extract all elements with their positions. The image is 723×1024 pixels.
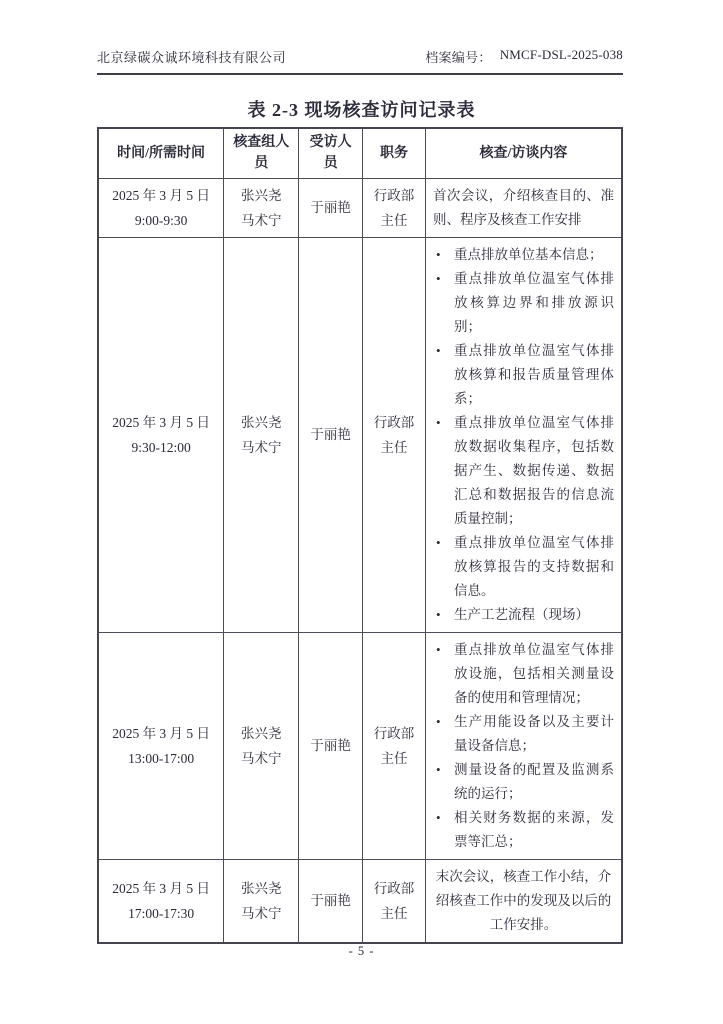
content-bullet-item — [433, 710, 614, 758]
time-line: 2025 年 3 月 5 日 — [112, 414, 211, 430]
position-cell — [363, 859, 426, 943]
content-bullet-item — [433, 758, 614, 806]
bullet-text: 重点排放单位温室气体排放核算和报告质量管理体系； — [453, 342, 614, 406]
position-cell — [363, 632, 426, 859]
content-cell — [425, 859, 622, 943]
content-bullet-item — [433, 243, 614, 267]
file-number-label: 档案编号： — [425, 50, 492, 65]
time-line: 2025 年 3 月 5 日 — [112, 880, 211, 896]
position-line: 行政部 — [373, 725, 415, 741]
verifier-name: 马术宁 — [240, 750, 282, 766]
table-title: 表 2-3 现场核查访问记录表 — [247, 100, 476, 120]
content-cell — [425, 632, 622, 859]
content-cell — [425, 178, 622, 237]
time-line: 9:00-9:30 — [134, 212, 188, 228]
bullet-text: 重点排放单位温室气体排放核算报告的支持数据和信息。 — [453, 534, 614, 598]
verifier-name: 马术宁 — [240, 905, 282, 921]
time-cell — [98, 859, 224, 943]
bullet-icon: • — [435, 246, 441, 262]
content-bullet-list — [433, 638, 614, 854]
interview-record-table — [97, 127, 623, 944]
interviewee-cell: 于丽艳 — [299, 178, 363, 237]
bullet-text: 生产用能设备以及主要计量设备信息； — [453, 713, 614, 753]
verifier-name: 张兴尧 — [240, 725, 282, 741]
content-bullet-item — [433, 531, 614, 603]
verifier-name: 张兴尧 — [240, 880, 282, 896]
verifiers-cell — [224, 859, 299, 943]
time-cell — [98, 632, 224, 859]
verifier-name: 张兴尧 — [240, 187, 282, 203]
column-header: 核查/访谈内容 — [425, 128, 622, 178]
position-line: 主任 — [380, 439, 408, 455]
position-line: 主任 — [380, 212, 408, 228]
bullet-icon: • — [435, 534, 441, 550]
interviewee-cell: 于丽艳 — [299, 237, 363, 632]
company-name: 北京绿碳众诚环境科技有限公司 — [97, 50, 287, 65]
position-cell — [363, 178, 426, 237]
content-bullet-item — [433, 638, 614, 710]
verifier-name: 张兴尧 — [240, 414, 282, 430]
time-line: 17:00-17:30 — [128, 905, 195, 921]
time-cell — [98, 237, 224, 632]
bullet-text: 重点排放单位温室气体排放核算边界和排放源识别； — [453, 270, 614, 334]
time-line: 13:00-17:00 — [128, 750, 195, 766]
content-cell — [425, 237, 622, 632]
position-line: 行政部 — [373, 414, 415, 430]
column-header: 核查组人员 — [224, 128, 299, 178]
position-cell — [363, 237, 426, 632]
interviewee-cell: 于丽艳 — [299, 859, 363, 943]
file-number-value: NMCF-DSL-2025-038 — [499, 47, 623, 62]
position-line: 行政部 — [373, 880, 415, 896]
interviewee-cell: 于丽艳 — [299, 632, 363, 859]
time-cell — [98, 178, 224, 237]
content-bullet-list — [433, 243, 614, 627]
bullet-icon: • — [435, 761, 441, 777]
time-line: 9:30-12:00 — [131, 439, 191, 455]
bullet-icon: • — [435, 342, 441, 358]
bullet-icon: • — [435, 713, 441, 729]
column-header: 时间/所需时间 — [98, 128, 224, 178]
table-row — [98, 178, 622, 237]
verifiers-cell — [224, 237, 299, 632]
content-bullet-item — [433, 603, 614, 627]
content-paragraph: 首次会议，介绍核查目的、准则、程序及核查工作安排 — [432, 187, 614, 227]
verifiers-cell — [224, 632, 299, 859]
bullet-text: 重点排放单位基本信息； — [453, 246, 603, 262]
bullet-text: 测量设备的配置及监测系统的运行； — [453, 761, 614, 801]
verifier-name: 马术宁 — [240, 212, 282, 228]
content-paragraph: 末次会议，核查工作小结，介绍核查工作中的发现及以后的工作安排。 — [435, 868, 612, 932]
table-row — [98, 632, 622, 859]
bullet-icon: • — [435, 270, 441, 286]
bullet-icon: • — [435, 641, 441, 657]
page-header — [97, 47, 623, 75]
content-bullet-item — [433, 339, 614, 411]
bullet-text: 重点排放单位温室气体排放设施，包括相关测量设备的使用和管理情况； — [453, 641, 614, 705]
content-bullet-item — [433, 411, 614, 531]
column-header: 受访人员 — [299, 128, 363, 178]
page-number: - 5 - — [348, 944, 375, 958]
file-number — [425, 47, 623, 66]
table-row — [98, 859, 622, 943]
content-bullet-item — [433, 267, 614, 339]
time-line: 2025 年 3 月 5 日 — [112, 187, 211, 203]
column-header: 职务 — [363, 128, 426, 178]
position-line: 行政部 — [373, 187, 415, 203]
bullet-icon: • — [435, 606, 441, 622]
bullet-text: 相关财务数据的来源，发票等汇总； — [453, 809, 614, 849]
table-row — [98, 237, 622, 632]
content-bullet-item — [433, 806, 614, 854]
time-line: 2025 年 3 月 5 日 — [112, 725, 211, 741]
verifiers-cell — [224, 178, 299, 237]
bullet-text: 生产工艺流程（现场） — [453, 606, 589, 622]
position-line: 主任 — [380, 750, 408, 766]
bullet-icon: • — [435, 809, 441, 825]
table-header-row — [98, 128, 622, 178]
verifier-name: 马术宁 — [240, 439, 282, 455]
position-line: 主任 — [380, 905, 408, 921]
bullet-icon: • — [435, 414, 441, 430]
bullet-text: 重点排放单位温室气体排放数据收集程序，包括数据产生、数据传递、数据汇总和数据报告的信息流质量控制； — [453, 414, 614, 526]
